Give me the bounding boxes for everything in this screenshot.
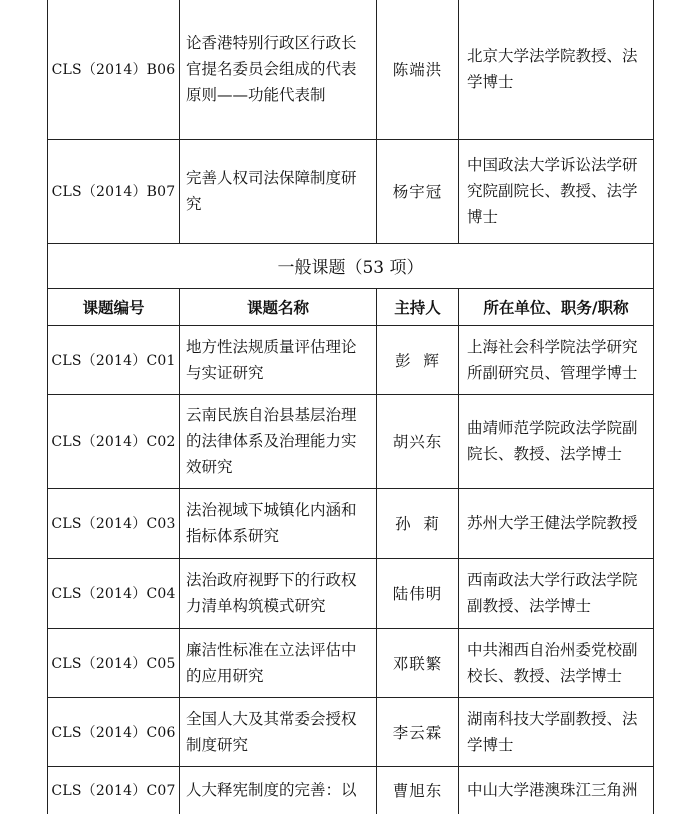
project-title: 完善人权司法保障制度研究 — [180, 139, 377, 243]
project-host: 邓联繁 — [377, 628, 459, 697]
project-host: 陈端洪 — [377, 0, 459, 139]
header-code: 课题编号 — [48, 288, 180, 325]
project-table — [47, 0, 654, 814]
project-code: CLS（2014）C06 — [48, 697, 180, 766]
project-code: CLS（2014）C04 — [48, 558, 180, 628]
project-title: 论香港特别行政区行政长官提名委员会组成的代表原则——功能代表制 — [180, 0, 377, 139]
project-unit: 中山大学港澳珠江三角洲 — [459, 766, 654, 814]
table-row — [48, 628, 654, 697]
project-unit: 苏州大学王健法学院教授 — [459, 488, 654, 558]
project-code: CLS（2014）C05 — [48, 628, 180, 697]
project-title: 云南民族自治县基层治理的法律体系及治理能力实效研究 — [180, 394, 377, 488]
project-host: 胡兴东 — [377, 394, 459, 488]
table-row — [48, 766, 654, 814]
project-unit: 西南政法大学行政法学院副教授、法学博士 — [459, 558, 654, 628]
project-unit: 曲靖师范学院政法学院副院长、教授、法学博士 — [459, 394, 654, 488]
project-title: 法治政府视野下的行政权力清单构筑模式研究 — [180, 558, 377, 628]
header-row — [48, 288, 654, 325]
project-title: 全国人大及其常委会授权制度研究 — [180, 697, 377, 766]
table-row — [48, 139, 654, 243]
project-code: CLS（2014）C03 — [48, 488, 180, 558]
project-host: 杨宇冠 — [377, 139, 459, 243]
section-title: 一般课题（53 项） — [48, 243, 654, 288]
table-row — [48, 488, 654, 558]
project-title: 法治视域下城镇化内涵和指标体系研究 — [180, 488, 377, 558]
table-row — [48, 325, 654, 394]
project-title: 廉洁性标准在立法评估中的应用研究 — [180, 628, 377, 697]
project-code: CLS（2014）C02 — [48, 394, 180, 488]
project-code: CLS（2014）C07 — [48, 766, 180, 814]
table-row — [48, 697, 654, 766]
project-host: 李云霖 — [377, 697, 459, 766]
project-host: 陆伟明 — [377, 558, 459, 628]
project-unit: 北京大学法学院教授、法学博士 — [459, 0, 654, 139]
project-code: CLS（2014）C01 — [48, 325, 180, 394]
project-unit: 中国政法大学诉讼法学研究院副院长、教授、法学博士 — [459, 139, 654, 243]
project-unit: 湖南科技大学副教授、法学博士 — [459, 697, 654, 766]
table-row — [48, 394, 654, 488]
project-code: CLS（2014）B07 — [48, 139, 180, 243]
table-row — [48, 558, 654, 628]
header-title: 课题名称 — [180, 288, 377, 325]
project-host: 曹旭东 — [377, 766, 459, 814]
project-code: CLS（2014）B06 — [48, 0, 180, 139]
header-unit: 所在单位、职务/职称 — [459, 288, 654, 325]
project-title: 人大释宪制度的完善：以 — [180, 766, 377, 814]
project-title: 地方性法规质量评估理论与实证研究 — [180, 325, 377, 394]
table-row — [48, 0, 654, 139]
section-row — [48, 243, 654, 288]
header-host: 主持人 — [377, 288, 459, 325]
project-host: 孙 莉 — [377, 488, 459, 558]
project-unit: 上海社会科学院法学研究所副研究员、管理学博士 — [459, 325, 654, 394]
project-unit: 中共湘西自治州委党校副校长、教授、法学博士 — [459, 628, 654, 697]
project-host: 彭 辉 — [377, 325, 459, 394]
